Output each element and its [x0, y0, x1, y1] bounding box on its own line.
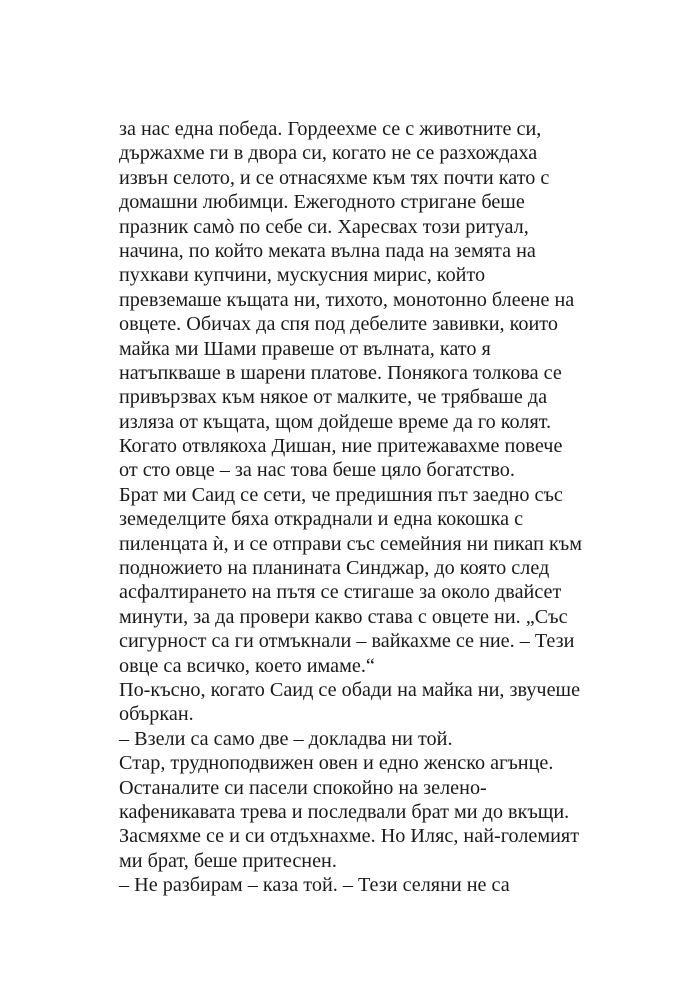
- text-line: ми брат, беше притеснен.: [119, 849, 337, 872]
- text-line: Брат ми Саид се сети, че предишния път заедно със: [119, 483, 563, 506]
- text-line: Когато отвлякоха Дишан, ние притежавахме повече: [119, 435, 563, 458]
- text-line: асфалтирането на пътя се стигаше за около двайсет: [119, 581, 562, 604]
- text-line: объркан.: [119, 703, 194, 726]
- text-line: празник самò по себе си. Харесвах този ритуал,: [119, 215, 529, 238]
- text-line: По-късно, когато Саид се обади на майка ни, звучеше: [119, 678, 581, 701]
- text-line: за нас една победа. Гордеехме се с животните си,: [119, 118, 542, 140]
- page-text: [119, 117, 589, 898]
- text-line: сигурност са ги отмъкнали – вайкахме се ние. – Тези: [119, 630, 575, 653]
- text-line: пиленцата ѝ, и се отправи със семейния ни пикап към: [119, 532, 582, 555]
- text-line: минути, за да провери какво става с овцете ни. „Със: [119, 605, 568, 628]
- text-line: земеделците бяха откраднали и една кокошка с: [119, 508, 524, 531]
- text-line: извън селото, и се отнасяхме към тях почти като с: [119, 166, 550, 189]
- text-line: изляза от къщата, щом дойдеше време да го колят.: [119, 410, 552, 433]
- text-line: държахме ги в двора си, когато не се разхождаха: [119, 142, 538, 165]
- text-line: начина, по който меката вълна пада на земята на: [119, 239, 536, 262]
- text-line: Стар, трудноподвижен овен и едно женско агънце.: [119, 752, 554, 775]
- text-line: Останалите си пасели спокойно на зелено-: [119, 776, 487, 799]
- text-line: превземаше къщата ни, тихото, монотонно блеене на: [119, 288, 575, 311]
- text-line: натъпкваше в шарени платове. Понякога толкова се: [119, 361, 562, 384]
- text-line: – Не разбирам – каза той. – Тези селяни не са: [119, 874, 510, 897]
- text-line: пухкави купчини, мускусния мирис, който: [119, 264, 486, 287]
- text-line: овце са всичко, което имаме.“: [119, 654, 375, 677]
- text-line: майка ми Шами правеше от вълната, като я: [119, 337, 491, 360]
- text-line: домашни любимци. Ежегодното стригане беше: [119, 191, 525, 214]
- text-line: привързвах към някое от малките, че трябваше да: [119, 386, 548, 409]
- text-line: кафеникавата трева и последвали брат ми до вкъщи.: [119, 800, 570, 823]
- text-line: подножието на планината Синджар, до която след: [119, 557, 550, 580]
- text-line: – Взели са само две – докладва ни той.: [119, 727, 453, 750]
- text-line: от сто овце – за нас това беше цяло богатство.: [119, 459, 515, 482]
- text-line: овцете. Обичах да спя под дебелите завивки, които: [119, 313, 558, 336]
- text-line: Засмяхме се и си отдъхнахме. Но Иляс, най-големият: [119, 825, 580, 848]
